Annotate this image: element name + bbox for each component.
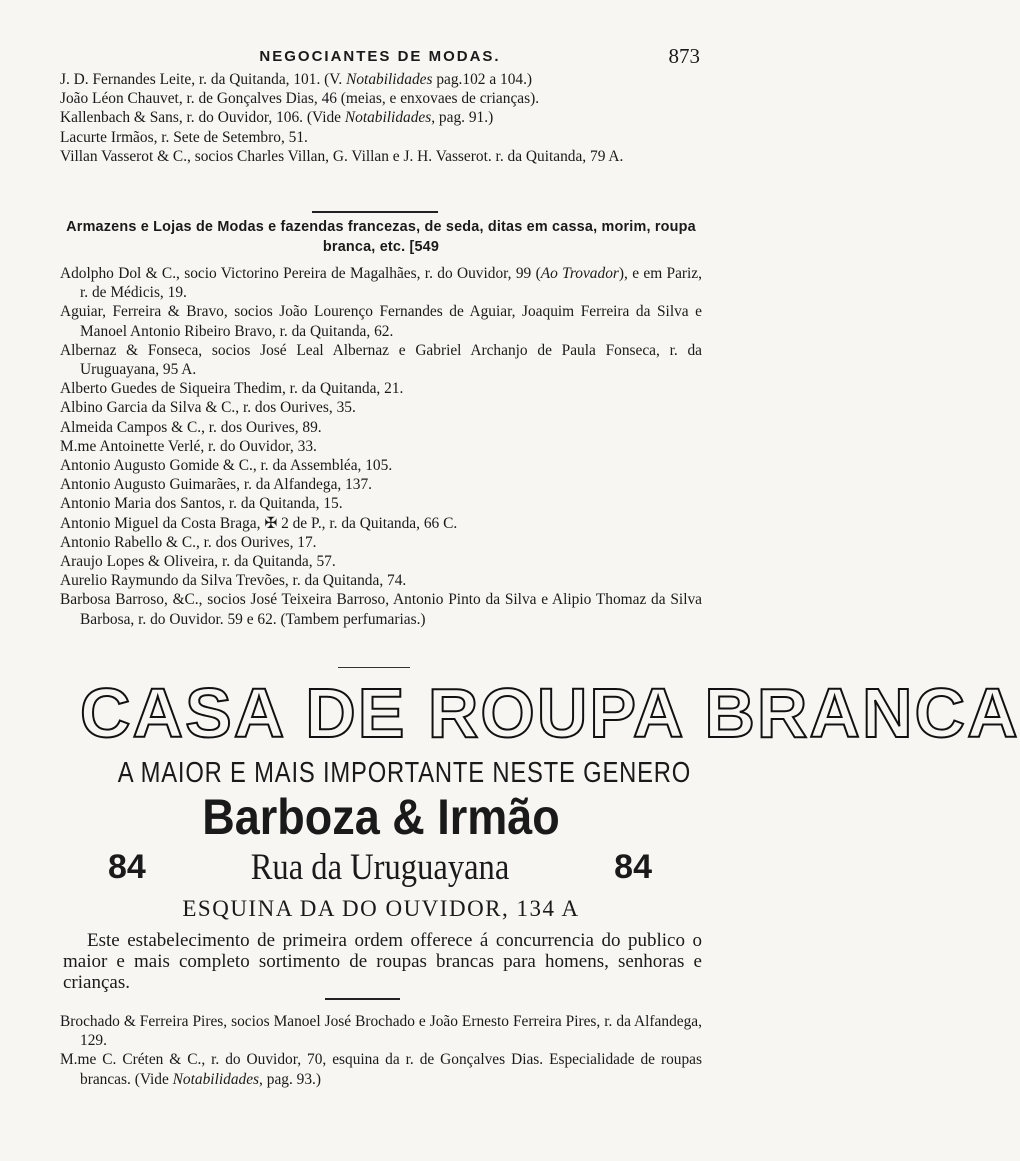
list-item: Almeida Campos & C., r. dos Ourives, 89. xyxy=(60,418,322,436)
list-item: M.me C. Créten & C., r. do Ouvidor, 70, esquina da r. de Gonçalves Dias. Especialidade de roupas brancas. (Vide Notabilidades, pag. 93.) xyxy=(60,1051,702,1088)
advert-subtitle: A MAIOR E MAIS IMPORTANTE NESTE GENERO xyxy=(117,757,692,789)
top-entry-list xyxy=(60,70,702,166)
advert-street: Rua da Uruguayana xyxy=(250,847,510,888)
list-item: Kallenbach & Sans, r. do Ouvidor, 106. (Vide Notabilidades, pag. 91.) xyxy=(60,109,494,127)
list-item: João Léon Chauvet, r. de Gonçalves Dias, 46 (meias, e enxovaes de crianças). xyxy=(60,90,540,108)
running-title: NEGOCIANTES DE MODAS. xyxy=(259,48,501,65)
list-item: Antonio Augusto Gomide & C., r. da Assembléa, 105. xyxy=(60,457,393,475)
section-divider xyxy=(338,667,410,668)
list-item: Antonio Miguel da Costa Braga, ✠ 2 de P., r. da Quitanda, 66 C. xyxy=(60,514,458,532)
bottom-entry-list xyxy=(60,1012,702,1089)
advert-number-right: 84 xyxy=(614,848,652,886)
section-heading: Armazens e Lojas de Modas e fazendas francezas, de seda, ditas em cassa, morim, roupa branca, etc. [549 xyxy=(66,219,696,255)
list-item: Antonio Maria dos Santos, r. da Quitanda, 15. xyxy=(60,495,343,513)
advert-number-left: 84 xyxy=(108,848,146,886)
list-item: Antonio Rabello & C., r. dos Ourives, 17. xyxy=(60,533,317,551)
list-item: Albino Garcia da Silva & C., r. dos Ourives, 35. xyxy=(60,399,356,417)
list-item: Villan Vasserot & C., socios Charles Villan, G. Villan e J. H. Vasserot. r. da Quitanda, 79 A. xyxy=(60,147,624,165)
merchant-list xyxy=(60,264,702,629)
advert-firm-name: Barboza & Irmão xyxy=(202,789,560,845)
page-number: 873 xyxy=(668,44,700,68)
advert-title: CASA DE ROUPA BRANCA xyxy=(80,674,1020,752)
list-item: Antonio Augusto Guimarães, r. da Alfandega, 137. xyxy=(60,476,373,494)
section-divider xyxy=(312,211,438,213)
list-item: Barbosa Barroso, &C., socios José Teixeira Barroso, Antonio Pinto da Silva e Alipio Thomaz da Silva Barbosa, r. do Ouvidor. 59 e 62. (Tambem perfumarias.) xyxy=(60,591,702,628)
list-item: Brochado & Ferreira Pires, socios Manoel José Brochado e João Ernesto Ferreira Pires, r. da Alfandega, 129. xyxy=(60,1013,702,1050)
list-item: Albernaz & Fonseca, socios José Leal Albernaz e Gabriel Archanjo de Paula Fonseca, r. da Uruguayana, 95 A. xyxy=(60,341,702,379)
list-item: Aurelio Raymundo da Silva Trevões, r. da Quitanda, 74. xyxy=(60,572,407,590)
list-item: Lacurte Irmãos, r. Sete de Setembro, 51. xyxy=(60,128,308,146)
list-item: Adolpho Dol & C., socio Victorino Pereira de Magalhães, r. do Ouvidor, 99 (Ao Trovador), e em Pariz, r. de Médicis, 19. xyxy=(60,265,702,302)
list-item: Araujo Lopes & Oliveira, r. da Quitanda, 57. xyxy=(60,553,336,571)
advert-address xyxy=(100,848,660,894)
section-divider xyxy=(325,998,400,1000)
list-item: J. D. Fernandes Leite, r. da Quitanda, 101. (V. Notabilidades pag.102 a 104.) xyxy=(60,71,533,88)
list-item: Alberto Guedes de Siqueira Thedim, r. da Quitanda, 21. xyxy=(60,380,404,398)
list-item: M.me Antoinette Verlé, r. do Ouvidor, 33. xyxy=(60,437,317,455)
advert-description: Este estabelecimento de primeira ordem offerece á concurrencia do publico o maior e mais completo sortimento de roupas brancas para homens, senhoras e crianças. xyxy=(63,930,702,993)
list-item: Aguiar, Ferreira & Bravo, socios João Lourenço Fernandes de Aguiar, Joaquim Ferreira da Silva e Manoel Antonio Ribeiro Bravo, r. da Quitanda, 62. xyxy=(60,303,702,340)
advert-corner: ESQUINA DA DO OUVIDOR, 134 A xyxy=(182,896,580,921)
